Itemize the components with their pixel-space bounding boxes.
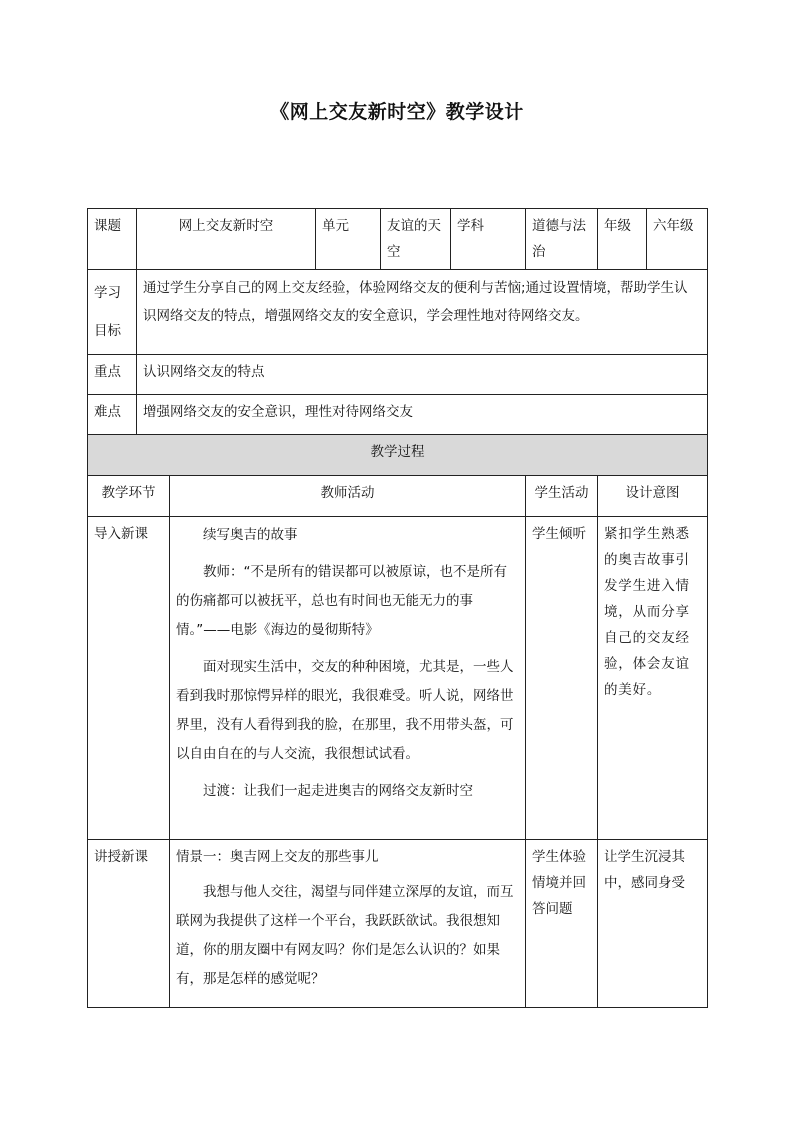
unit-label: 单元: [316, 209, 381, 270]
design-intent-cell: 紧扣学生熟悉的奥吉故事引发学生进入情境，从而分享自己的交友经验，体会友谊的美好。: [598, 517, 708, 840]
key-point-label: 重点: [88, 355, 137, 395]
subject-label: 学科: [451, 209, 526, 270]
student-activity-cell: 学生体验情境并回答问题: [526, 840, 598, 1008]
process-header: 教学过程: [88, 435, 708, 476]
column-header-stage: 教学环节: [88, 476, 170, 517]
teacher-activity-title: 续写奥吉的故事: [203, 527, 298, 543]
design-intent-cell: 让学生沉浸其中，感同身受: [598, 840, 708, 1008]
process-header-row: [88, 435, 708, 476]
grade-value: 六年级: [647, 209, 708, 270]
teacher-activity-paragraph: 我想与他人交往，渴望与同伴建立深厚的友谊，而互联网为我提供了这样一个平台，我跃跃欲试。我很想知道，你的朋友圈中有网友吗？你们是怎么认识的？如果有，那是怎样的感觉呢？: [176, 884, 514, 987]
column-header-student: 学生活动: [526, 476, 598, 517]
difficulty-row: [88, 395, 708, 435]
teacher-activity-paragraph: 面对现实生活中，交友的种种困境，尤其是，一些人看到我时那惊愕异样的眼光，我很难受。听人说，网络世界里，没有人看得到我的脸，在那里，我不用带头盔，可以自由自在的与人交流，我很想试试看。: [176, 659, 514, 762]
teacher-activity-paragraph: 教师：“不是所有的错误都可以被原谅，也不是所有的伤痛都可以被抚平，总也有时间也无能无力的事情。”——电影《海边的曼彻斯特》: [176, 564, 507, 638]
topic-label: 课题: [88, 209, 137, 270]
difficulty-text: 增强网络交友的安全意识，理性对待网络交友: [137, 395, 708, 435]
student-activity-cell: 学生倾听: [526, 517, 598, 840]
topic-value: 网上交友新时空: [137, 209, 316, 270]
table-row: [88, 517, 708, 840]
teacher-activity-cell: [170, 517, 526, 840]
difficulty-label: 难点: [88, 395, 137, 435]
lesson-plan-table: [87, 208, 708, 1008]
subject-value: 道德与法治: [526, 209, 598, 270]
stage-cell: 导入新课: [88, 517, 170, 840]
column-header-teacher: 教师活动: [170, 476, 526, 517]
teacher-activity-cell: [170, 840, 526, 1008]
key-point-row: [88, 355, 708, 395]
table-row: [88, 840, 708, 1008]
column-header-row: [88, 476, 708, 517]
teacher-activity-paragraph: 过渡：让我们一起走进奥吉的网络交友新时空: [203, 783, 473, 799]
column-header-intent: 设计意图: [598, 476, 708, 517]
key-point-text: 认识网络交友的特点: [137, 355, 708, 395]
objectives-row: [88, 270, 708, 355]
info-row: [88, 209, 708, 270]
grade-label: 年级: [598, 209, 647, 270]
objectives-label: 学习目标: [88, 270, 137, 355]
teacher-activity-title: 情景一：奥吉网上交友的那些事儿: [176, 849, 379, 865]
objectives-text: 通过学生分享自己的网上交友经验，体验网络交友的便利与苦恼;通过设置情境，帮助学生认识网络交友的特点，增强网络交友的安全意识，学会理性地对待网络交友。: [137, 270, 708, 355]
page-title: 《网上交友新时空》教学设计: [270, 101, 524, 123]
stage-cell: 讲授新课: [88, 840, 170, 1008]
unit-value: 友谊的天空: [381, 209, 451, 270]
